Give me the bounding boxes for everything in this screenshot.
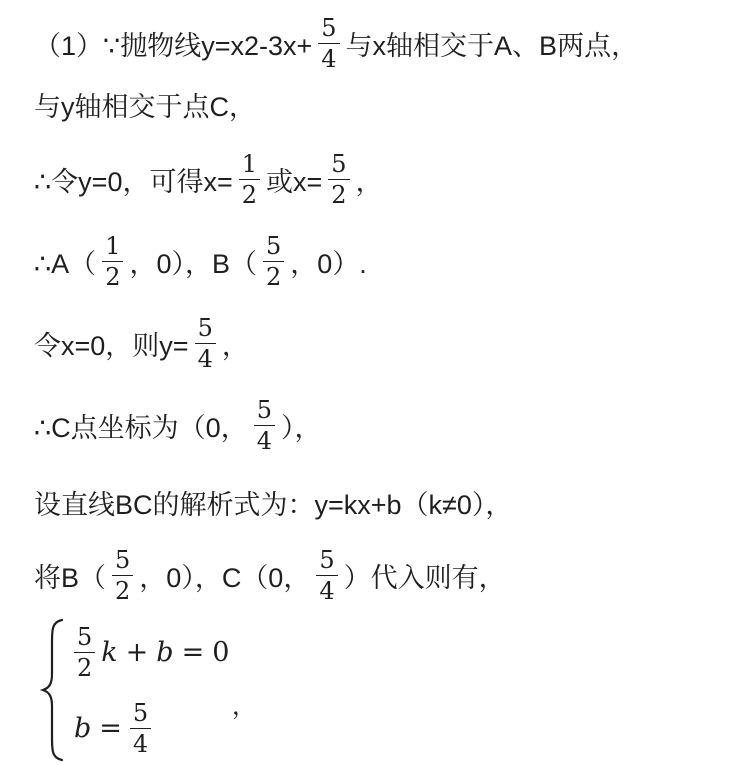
line-parabola-intersects-x-axis [34, 14, 740, 72]
variable-b: b [74, 712, 92, 744]
text-segment: 设直线BC的解析式为：y=kx+b（k≠0）， [34, 489, 513, 520]
equals-sign: = [99, 712, 122, 744]
fraction-numerator: 1 [105, 231, 121, 260]
fraction-numerator: 5 [266, 231, 282, 260]
variable-b: b [156, 636, 174, 668]
left-brace-icon [40, 616, 68, 764]
fraction-denominator: 2 [263, 261, 284, 289]
fraction-5-over-4 [130, 698, 151, 758]
line-point-c-coordinates [34, 396, 740, 454]
line-solve-for-y [34, 314, 740, 372]
fraction-5-over-2 [263, 231, 284, 291]
fraction-5-over-2 [328, 149, 349, 209]
text-segment: ∴C点坐标为（0， [34, 412, 248, 443]
fraction-denominator: 4 [195, 343, 216, 371]
plus-sign: + [125, 636, 149, 668]
fraction-numerator: 5 [132, 698, 149, 727]
text-segment: ∴令y=0，可得x= [34, 166, 233, 197]
fraction-denominator: 4 [254, 425, 275, 453]
rhs-value: 0 [212, 636, 230, 668]
fraction-numerator: 5 [331, 149, 347, 178]
text-segment: ，0）. [290, 248, 367, 279]
fraction-denominator: 2 [102, 261, 123, 289]
text-segment: 与y轴相交于点C， [34, 91, 256, 122]
fraction-5-over-4 [195, 313, 216, 373]
fraction-5-over-2 [112, 545, 133, 605]
line-points-a-b [34, 232, 740, 290]
fraction-5-over-4 [316, 545, 337, 605]
fraction-5-over-2 [74, 622, 95, 682]
fraction-numerator: 5 [197, 313, 213, 342]
fraction-1-over-2 [102, 231, 123, 291]
equation-row-1 [74, 620, 237, 684]
fraction-numerator: 1 [241, 149, 258, 178]
text-segment: ，0），C（0， [139, 562, 311, 593]
text-segment: ）代入则有， [343, 562, 506, 593]
fraction-numerator: 5 [319, 545, 335, 574]
text-segment: （1）∵抛物线y=x2-3x+ [34, 30, 313, 61]
fraction-5-over-4 [318, 13, 339, 73]
system-trailing-comma: ， [232, 693, 256, 720]
text-segment: 将B（ [34, 562, 107, 593]
text-segment: ， [221, 330, 249, 361]
fraction-denominator: 2 [328, 179, 349, 207]
variable-k: k [101, 636, 118, 668]
fraction-denominator: 2 [239, 179, 260, 207]
fraction-numerator: 5 [115, 545, 131, 574]
fraction-5-over-4 [254, 395, 275, 455]
text-segment: 令x=0，则y= [34, 330, 189, 361]
text-segment: 或x= [266, 166, 323, 197]
text-segment: ∴A（ [34, 248, 97, 279]
fraction-numerator: 5 [77, 622, 93, 651]
line-set-line-bc [34, 482, 740, 522]
fraction-denominator: 2 [74, 652, 95, 680]
fraction-1-over-2 [239, 149, 260, 209]
fraction-denominator: 2 [112, 575, 133, 603]
fraction-denominator: 4 [130, 728, 151, 756]
fraction-numerator: 5 [321, 13, 337, 42]
line-substitute-b-c [34, 546, 740, 604]
line-intersects-y-axis [34, 84, 740, 124]
line-solve-for-x [34, 150, 740, 208]
equation-row-2 [74, 696, 157, 760]
text-segment: ，0），B（ [129, 248, 257, 279]
text-segment: ， [355, 166, 383, 197]
equals-sign: = [181, 636, 205, 668]
fraction-denominator: 4 [318, 43, 339, 71]
text-segment: 与x轴相交于A、B两点， [345, 30, 639, 61]
text-segment: ）， [280, 412, 322, 443]
equation-system [40, 616, 360, 764]
fraction-numerator: 5 [256, 395, 272, 424]
fraction-denominator: 4 [316, 575, 337, 603]
